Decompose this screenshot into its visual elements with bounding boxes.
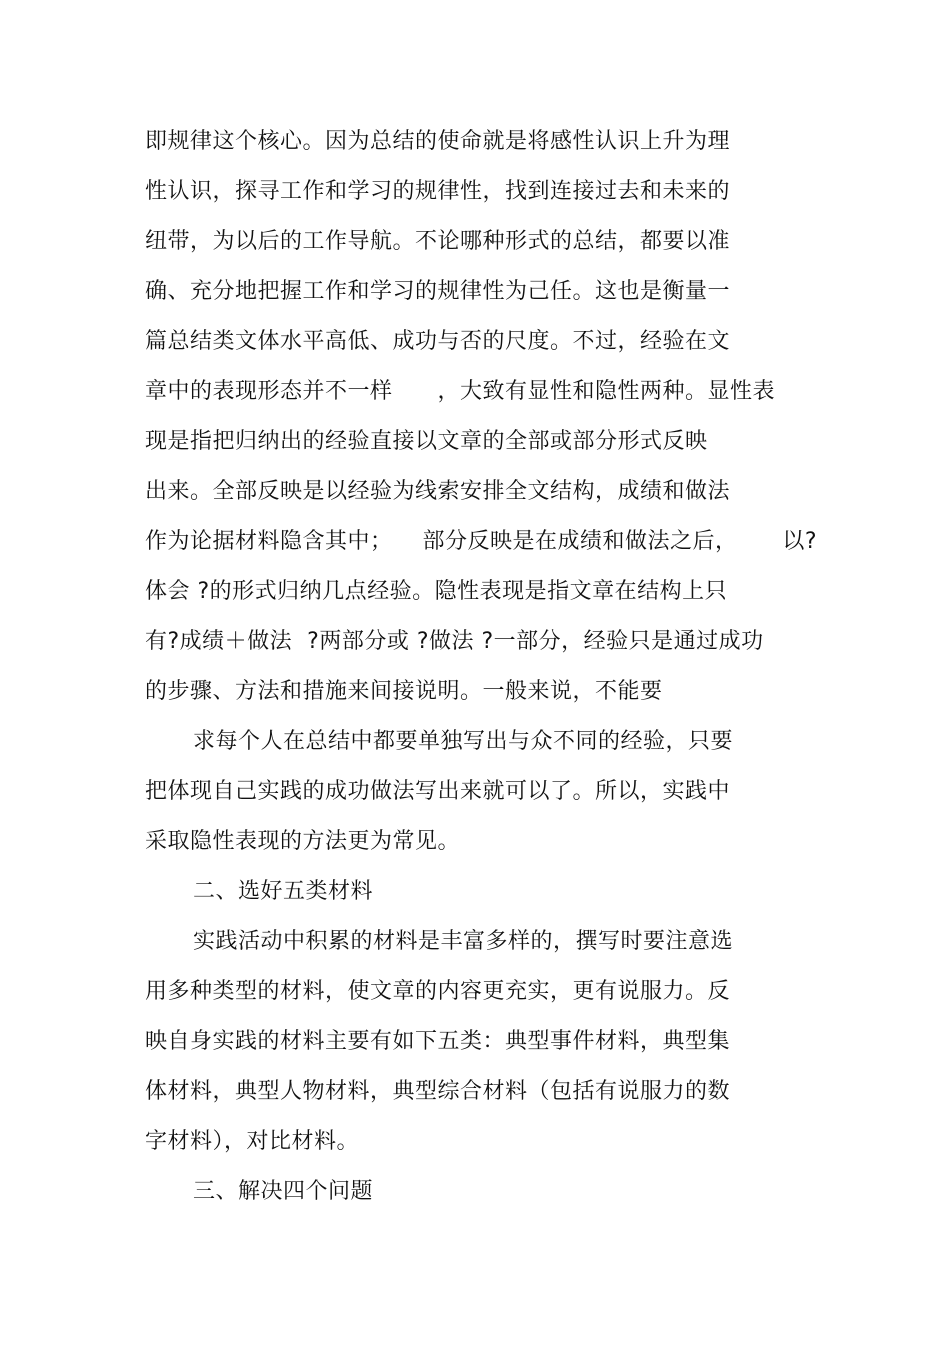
text-line: 章中的表现形态并不一样 ，大致有显性和隐性两种。显性表 [145, 379, 775, 404]
text-line: 确、充分地把握工作和学习的规律性为己任。这也是衡量一 [145, 279, 731, 304]
text-line: 的步骤、方法和措施来间接说明。一般来说，不能要 [145, 679, 663, 704]
section-heading: 二、选好五类材料 [193, 879, 374, 904]
text-line: 现是指把归纳出的经验直接以文章的全部或部分形式反映 [145, 429, 708, 454]
text-line: 作为论据材料隐含其中； 部分反映是在成绩和做法之后， 以? [145, 529, 818, 554]
text-line: 求每个人在总结中都要单独写出与众不同的经验，只要 [193, 729, 734, 754]
text-line: 有?成绩＋做法 ?两部分或 ?做法 ?一部分，经验只是通过成功 [145, 629, 764, 654]
text-line: 用多种类型的材料，使文章的内容更充实，更有说服力。反 [145, 979, 731, 1004]
text-line: 体材料，典型人物材料，典型综合材料（包括有说服力的数 [145, 1079, 731, 1104]
text-line: 把体现自己实践的成功做法写出来就可以了。所以，实践中 [145, 779, 731, 804]
text-line: 采取隐性表现的方法更为常见。 [145, 829, 461, 854]
text-line: 出来。全部反映是以经验为线索安排全文结构，成绩和做法 [145, 479, 731, 504]
text-line: 字材料），对比材料。 [145, 1129, 360, 1154]
text-line: 性认识，探寻工作和学习的规律性，找到连接过去和未来的 [145, 179, 731, 204]
text-line: 映自身实践的材料主要有如下五类：典型事件材料，典型集 [145, 1029, 731, 1054]
text-line: 实践活动中积累的材料是丰富多样的，撰写时要注意选 [193, 929, 734, 954]
text-line: 即规律这个核心。因为总结的使命就是将感性认识上升为理 [145, 129, 731, 154]
text-line: 篇总结类文体水平高低、成功与否的尺度。不过，经验在文 [145, 329, 731, 354]
text-line: 体会 ?的形式归纳几点经验。隐性表现是指文章在结构上只 [145, 579, 728, 604]
section-heading: 三、解决四个问题 [193, 1179, 374, 1204]
text-line: 纽带，为以后的工作导航。不论哪种形式的总结，都要以准 [145, 229, 731, 254]
